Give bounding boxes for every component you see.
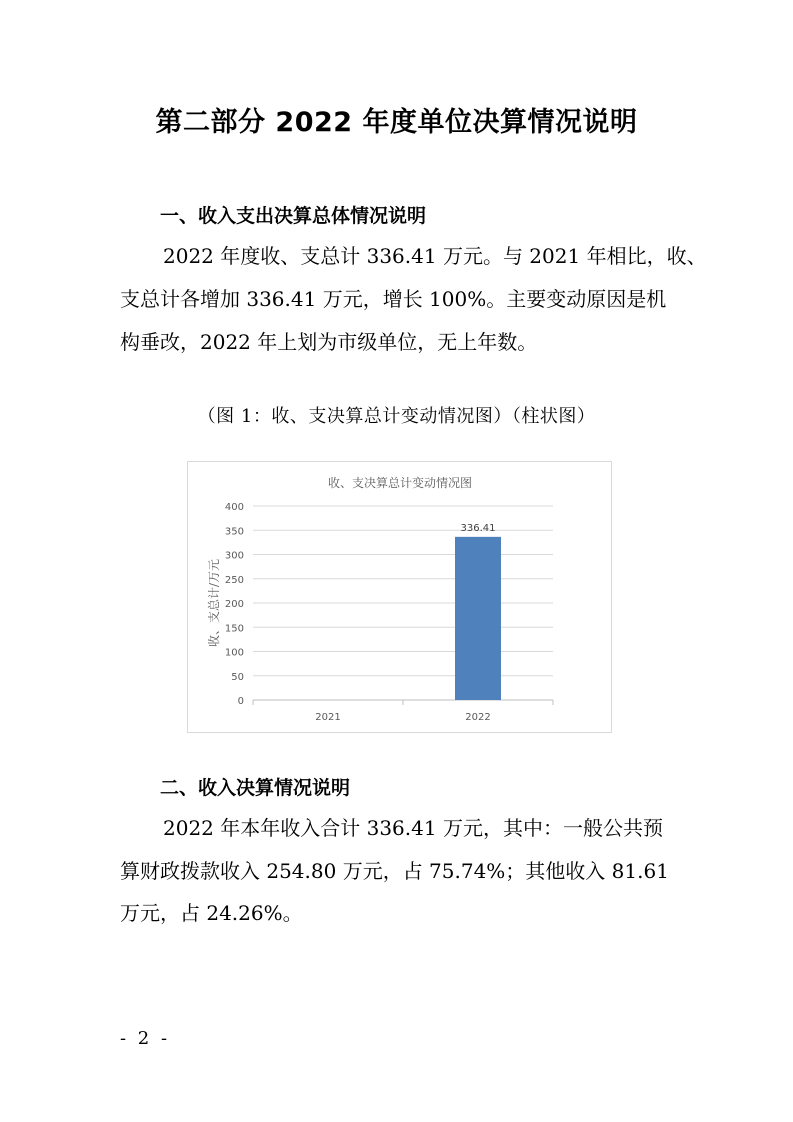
y-tick-label: 350 xyxy=(224,526,244,538)
y-tick-label: 50 xyxy=(231,671,244,683)
y-tick-label: 200 xyxy=(224,599,244,610)
section1-line-3: 构垂改，2022 年上划为市级单位，无上年数。 xyxy=(120,330,538,354)
y-tick-label: 100 xyxy=(224,647,244,659)
y-tick-label: 300 xyxy=(224,550,244,562)
y-axis-label: 收、支总计/万元 xyxy=(207,558,221,648)
section1-line-1: 2022 年度收、支总计 336.41 万元。与 2021 年相比，收、 xyxy=(163,244,707,268)
bar-chart xyxy=(187,461,612,733)
section2-line-2: 算财政拨款收入 254.80 万元，占 75.74%；其他收入 81.61 xyxy=(120,859,669,883)
bar-2022 xyxy=(455,537,501,700)
data-label: 336.41 xyxy=(460,522,496,534)
y-tick-label: 0 xyxy=(237,696,244,707)
chart-title: 收、支决算总计变动情况图 xyxy=(327,476,473,490)
section1-line-2: 支总计各增加 336.41 万元，增长 100%。主要变动原因是机 xyxy=(120,287,667,311)
section2-line-1: 2022 年本年收入合计 336.41 万元，其中：一般公共预 xyxy=(163,816,663,840)
figure-caption: （图 1：收、支决算总计变动情况图）（柱状图） xyxy=(197,406,596,427)
y-tick-label: 250 xyxy=(224,574,244,586)
x-tick-label: 2021 xyxy=(315,712,341,723)
x-tick-label: 2022 xyxy=(465,712,491,723)
chart-canvas xyxy=(188,462,613,734)
section2-heading: 二、收入决算情况说明 xyxy=(160,777,351,799)
page-title: 第二部分 2022 年度单位决算情况说明 xyxy=(155,107,638,138)
y-tick-label: 400 xyxy=(224,502,244,513)
y-tick-label: 150 xyxy=(224,623,244,635)
section2-line-3: 万元，占 24.26%。 xyxy=(120,901,303,925)
section1-heading: 一、收入支出决算总体情况说明 xyxy=(160,205,427,227)
page-number: - 2 - xyxy=(120,1028,171,1049)
